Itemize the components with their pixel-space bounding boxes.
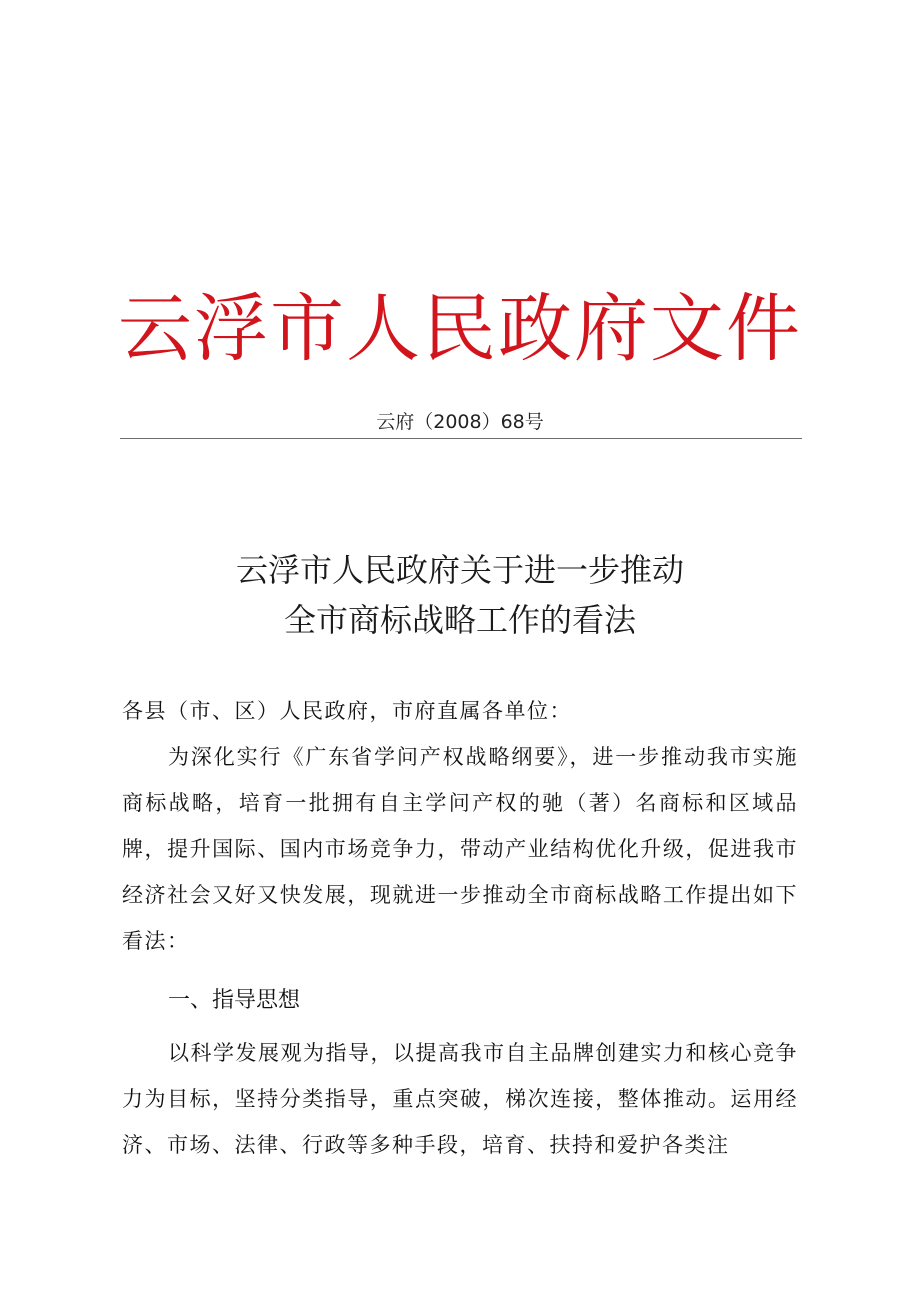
intro-paragraph: 为深化实行《广东省学问产权战略纲要》，进一步推动我市实施商标战略，培育一批拥有自主学问产权的驰（著）名商标和区域品牌，提升国际、国内市场竞争力，带动产业结构优化升级，促进我市经济社会又好又快发展，现就进一步推动全市商标战略工作提出如下看法： xyxy=(122,745,798,953)
document-title-line-2: 全市商标战略工作的看法 xyxy=(283,601,636,639)
salutation: 各县（市、区）人民政府，市府直属各单位： xyxy=(122,699,572,723)
section-1-paragraph: 以科学发展观为指导，以提高我市自主品牌创建实力和核心竞争力为目标，坚持分类指导，重点突破，梯次连接，整体推动。运用经济、市场、法律、行政等多种手段，培育、扶持和爱护各类注 xyxy=(122,1041,798,1157)
document-number: 云府（2008）68号 xyxy=(376,411,544,433)
section-heading-guiding-ideology: 一、指导思想 xyxy=(168,988,301,1013)
masthead-title: 云浮市人民政府文件 xyxy=(118,286,802,372)
header-divider xyxy=(120,438,802,439)
document-title-line-1: 云浮市人民政府关于进一步推动 xyxy=(235,551,684,589)
